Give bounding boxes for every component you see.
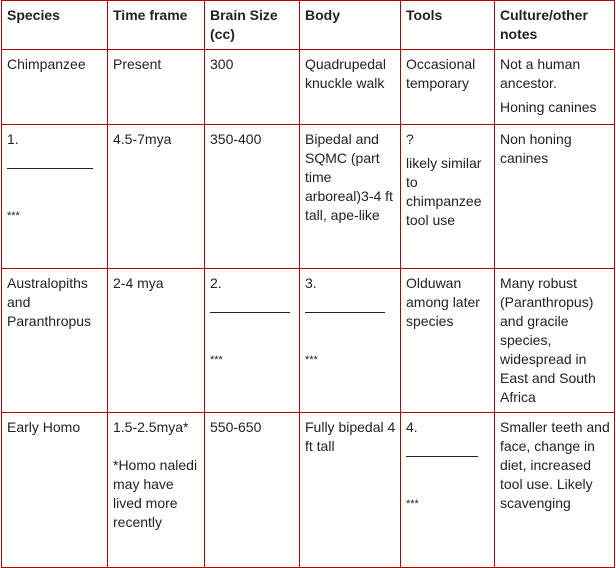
cell-notes: Many robust (Paranthropus) and gracile species, widespread in East and South Africa: [495, 269, 615, 413]
question-number: 1.: [7, 131, 19, 147]
cell-species: Early Homo: [2, 413, 108, 568]
time-text: 1.5-2.5mya*: [113, 419, 189, 435]
table-row: [2, 50, 615, 125]
cell-tools: Olduwan among later species: [401, 269, 495, 413]
tools-text: likely similar to chimpanzee tool use: [406, 155, 482, 228]
hominin-comparison-table: [1, 0, 615, 568]
cell-time-frame: [108, 413, 205, 568]
stars-marker: ***: [406, 498, 419, 510]
time-footnote: *Homo naledi may have lived more recently: [113, 457, 198, 530]
cell-time-frame: 4.5-7mya: [108, 125, 205, 269]
answer-blank: [210, 293, 290, 313]
header-culture-notes: Culture/other notes: [495, 1, 615, 50]
question-number: 3.: [305, 275, 317, 291]
table-row: [2, 413, 615, 568]
cell-brain-size: 550-650: [205, 413, 300, 568]
cell-tools: Occasional temporary: [401, 50, 495, 125]
cell-tools: [401, 125, 495, 269]
cell-notes: Smaller teeth and face, change in diet, increased tool use. Likely scavenging: [495, 413, 615, 568]
table-row: [2, 125, 615, 269]
cell-brain-size: 350-400: [205, 125, 300, 269]
answer-blank: [7, 149, 93, 169]
cell-species: Australopiths and Paranthropus: [2, 269, 108, 413]
cell-body: Fully bipedal 4 ft tall: [300, 413, 401, 568]
cell-body: Quadrupedal knuckle walk: [300, 50, 401, 125]
note-text: Honing canines: [500, 99, 597, 115]
header-tools: Tools: [401, 1, 495, 50]
header-brain-size: Brain Size (cc): [205, 1, 300, 50]
table-row: [2, 269, 615, 413]
header-body: Body: [300, 1, 401, 50]
cell-species: Chimpanzee: [2, 50, 108, 125]
header-species: Species: [2, 1, 108, 50]
stars-marker: ***: [210, 354, 223, 366]
cell-notes: [495, 50, 615, 125]
stars-marker: ***: [7, 210, 20, 222]
cell-tools: [401, 413, 495, 568]
question-number: 4.: [406, 419, 418, 435]
header-row: [2, 1, 615, 50]
note-text: Not a human ancestor.: [500, 56, 581, 91]
cell-notes: Non honing canines: [495, 125, 615, 269]
header-time-frame: Time frame: [108, 1, 205, 50]
cell-brain-size: 300: [205, 50, 300, 125]
question-number: 2.: [210, 275, 222, 291]
stars-marker: ***: [305, 354, 318, 366]
cell-brain-size: [205, 269, 300, 413]
cell-time-frame: Present: [108, 50, 205, 125]
answer-blank: [305, 293, 385, 313]
cell-species: [2, 125, 108, 269]
answer-blank: [406, 437, 478, 457]
cell-body: [300, 269, 401, 413]
tools-question-mark: ?: [406, 131, 414, 147]
cell-body: Bipedal and SQMC (part time arboreal)3-4 ft tall, ape-like: [300, 125, 401, 269]
cell-time-frame: 2-4 mya: [108, 269, 205, 413]
